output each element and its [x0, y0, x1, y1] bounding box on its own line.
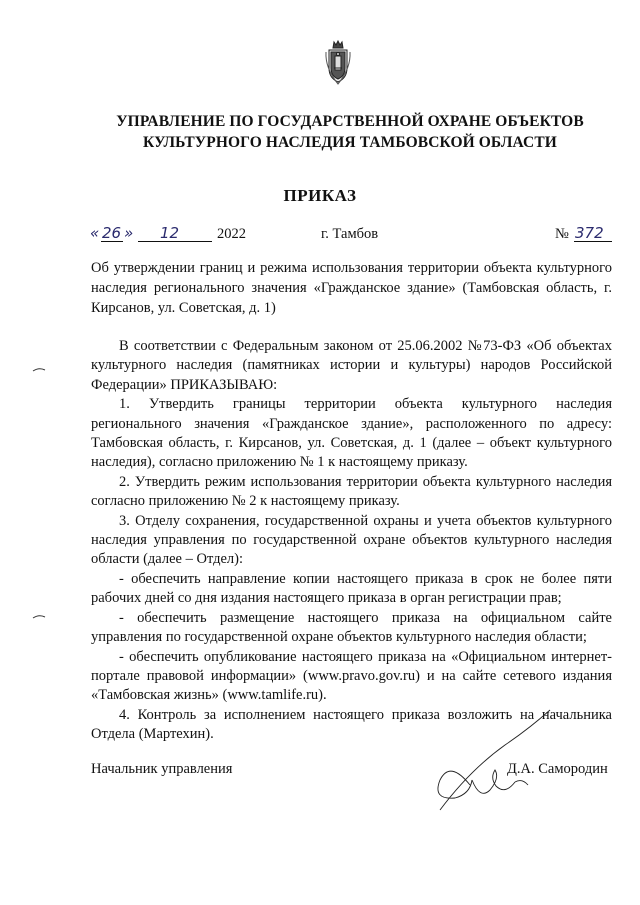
organization-name — [60, 111, 640, 153]
margin-mark — [32, 367, 46, 373]
number-underline — [574, 241, 612, 242]
day-handwritten: 26 — [102, 224, 122, 242]
item-2: 2. Утвердить режим использования территории объекта культурного наследия согласно приложению № 2 к настоящему приказу. — [91, 473, 612, 510]
year: 2022 — [217, 226, 246, 242]
month-underline — [138, 241, 212, 242]
month-handwritten: 12 — [160, 224, 180, 242]
org-line-1: УПРАВЛЕНИЕ ПО ГОСУДАРСТВЕННОЙ ОХРАНЕ ОБЪЕКТОВ — [116, 113, 584, 130]
item-3c: - обеспечить опубликование настоящего приказа на «Официальном интернет-портале правовой информации» (www.pravo.gov.ru) и на сайте сетевого издания «Тамбовская жизнь» (www.tamlife.ru). — [91, 648, 612, 704]
number-prefix: № — [555, 226, 569, 242]
quote-close: » — [124, 224, 134, 242]
city: г. Тамбов — [321, 226, 379, 242]
document-type: ПРИКАЗ — [283, 186, 357, 205]
document-body — [91, 337, 612, 745]
org-line-2: КУЛЬТУРНОГО НАСЛЕДИЯ ТАМБОВСКОЙ ОБЛАСТИ — [143, 134, 557, 151]
date-number-line — [0, 226, 640, 248]
item-3: 3. Отделу сохранения, государственной охраны и учета объектов культурного наследия управления по государственной охране объектов культурного наследия области (далее – Отдел): — [91, 512, 612, 568]
item-4: 4. Контроль за исполнением настоящего приказа возложить на начальника Отдела (Мартехин). — [91, 706, 612, 743]
signature-block — [0, 761, 640, 801]
preamble: В соответствии с Федеральным законом от 25.06.2002 №73-ФЗ «Об объектах культурного наследия (памятниках истории и культуры) народов Российской Федерации» ПРИКАЗЫВАЮ: — [91, 338, 612, 393]
signatory-name: Д.А. Самородин — [507, 761, 608, 777]
number-handwritten: 372 — [575, 224, 604, 242]
document-subject: Об утверждении границ и режима использования территории объекта культурного наследия регионального значения «Гражданское здание» (Тамбовская область, г. Кирсанов, ул. Советская, д. 1) — [91, 260, 612, 316]
signatory-position: Начальник управления — [91, 761, 233, 777]
coat-of-arms-icon — [324, 38, 352, 86]
item-3a: - обеспечить направление копии настоящего приказа в срок не более пяти рабочих дней со дня издания настоящего приказа в орган регистрации прав; — [91, 570, 612, 607]
item-3b: - обеспечить размещение настоящего приказа на официальном сайте управления по государственной охране объектов культурного наследия области; — [91, 609, 612, 646]
item-1: 1. Утвердить границы территории объекта культурного наследия регионального значения «Гражданское здание», расположенного по адресу: Тамбовская область, г. Кирсанов, ул. Советская, д. 1 (далее – объект культурного наследия), согласно приложению № 1 к настоящему приказу. — [91, 396, 612, 471]
quote-open: « — [90, 224, 100, 242]
day-underline — [101, 241, 123, 242]
margin-mark — [32, 614, 46, 620]
